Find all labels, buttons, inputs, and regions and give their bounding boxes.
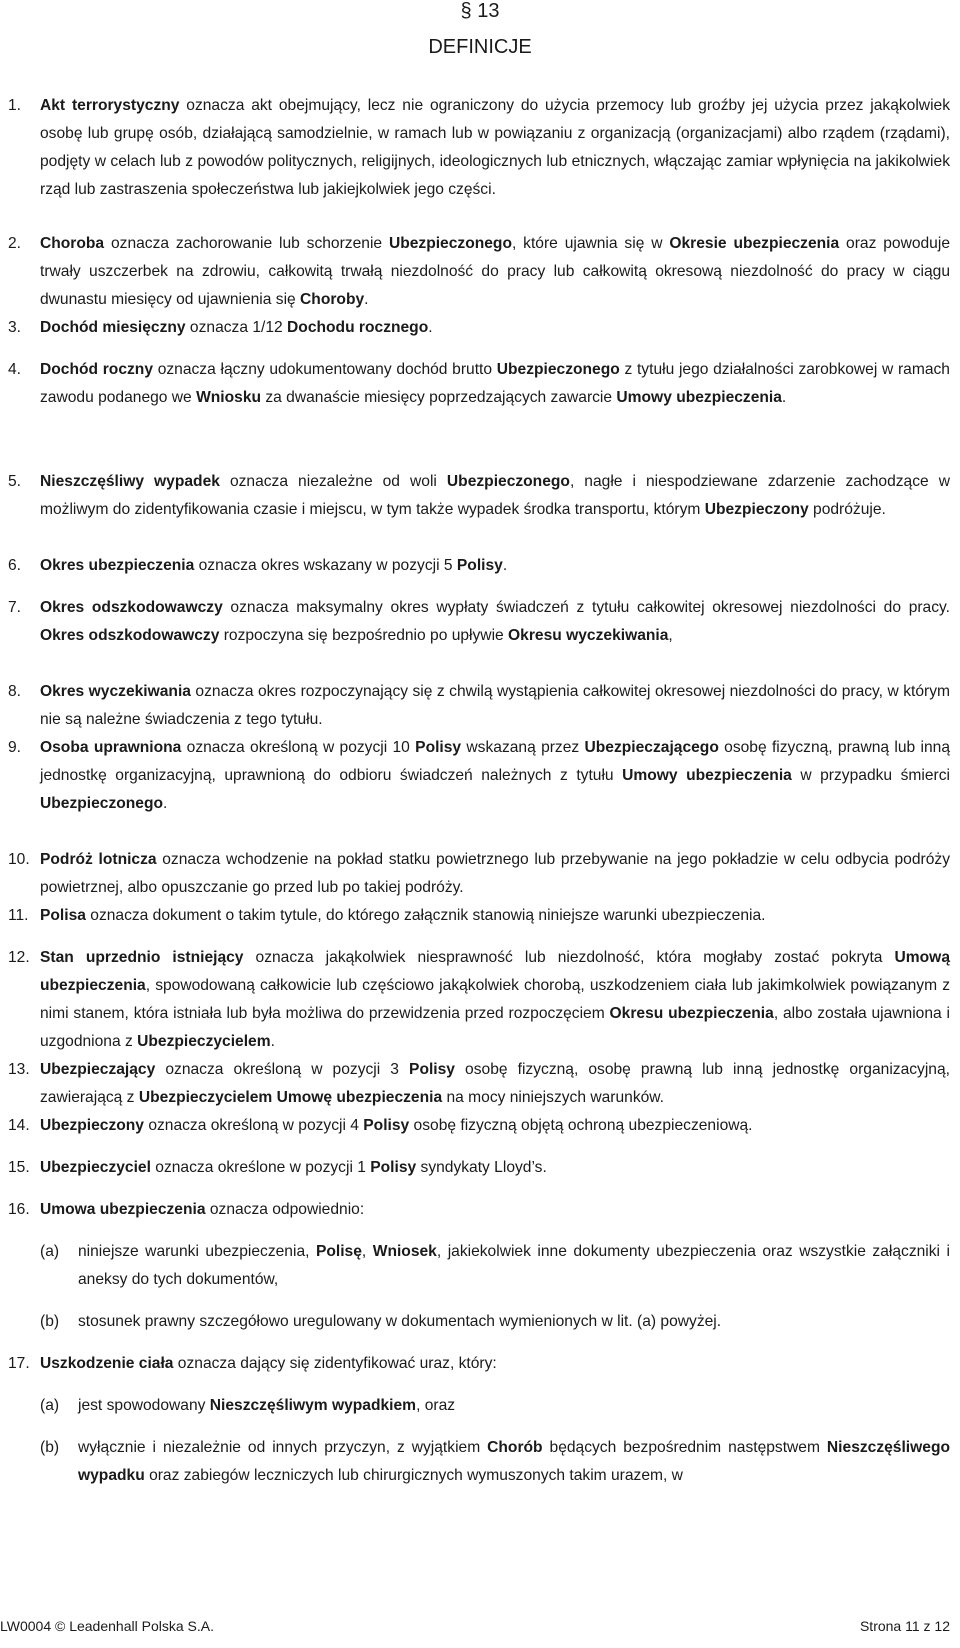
definition-item (8, 1154, 950, 1182)
defined-term: Nieszczęśliwego wypadku (78, 1439, 950, 1484)
text-run: oznacza okres wskazany w pozycji 5 (194, 557, 457, 574)
defined-term: Umowy ubezpieczenia (622, 767, 792, 784)
footer-page-number: Strona 11 z 12 (859, 1618, 950, 1634)
text-run: wskazaną przez (461, 739, 585, 756)
text-run: oznacza akt obejmujący, lecz nie ograniczony do użycia przemocy lub groźby jej użycia przez jakąkolwiek osobę lub grupę osób, działającą samodzielnie, w ramach lub w powiązaniu z organizacją (organizacjami) albo rządem (rządami), podjęty w celach lub z powodów politycznych, religijnych, ideologicznych lub etnicznych, włączając zamiar wpłynięcia na jakikolwiek rząd lub zastraszenia społeczeństwa lub jakiejkolwiek jego części. (40, 97, 951, 198)
text-run: oznacza zachorowanie lub schorzenie (104, 235, 389, 252)
text-run: oznacza dający się zidentyfikować uraz, który: (173, 1355, 497, 1372)
text-run: podróżuje. (808, 501, 886, 518)
text-run: za dwanaście miesięcy poprzedzających zawarcie (261, 389, 617, 406)
text-run: oznacza dokument o takim tytule, do którego załącznik stanowią niniejsze warunki ubezpieczenia. (85, 907, 766, 924)
text-run: , (361, 1243, 373, 1260)
definition-item (8, 678, 950, 734)
text-run: . (428, 319, 433, 336)
text-run: , albo została ujawniona i uzgodniona z (40, 1005, 950, 1050)
item-text (40, 552, 950, 580)
defined-term: Choroba (40, 235, 105, 252)
defined-term: Choroby (300, 291, 365, 308)
text-run: , nagłe i niespodziewane zdarzenie zachodzące w możliwym do zidentyfikowania czasie i miejscu, w tym także wypadek środka transportu, którym (40, 473, 950, 518)
defined-term: Umowy ubezpieczenia (616, 389, 782, 406)
definition-item (8, 846, 950, 902)
item-number: 5. (8, 473, 22, 490)
defined-term: Akt terrorystyczny (40, 97, 180, 114)
item-text (40, 314, 950, 342)
defined-term: Dochód miesięczny (40, 319, 186, 336)
text-run: rozpoczyna się bezpośrednio po upływie (219, 627, 509, 644)
item-text (78, 1308, 950, 1336)
sub-definition-item (40, 1392, 950, 1420)
text-run: oraz powoduje trwały uszczerbek na zdrowiu, całkowitą trwałą niezdolność do pracy lub całkowitą okresową niezdolność do pracy w ciągu dwunastu miesięcy od ujawnienia się (40, 235, 950, 308)
defined-term: Nieszczęśliwy wypadek (40, 473, 220, 490)
text-run: jest spowodowany (78, 1397, 210, 1414)
defined-term: Polisy (409, 1061, 455, 1078)
text-run: . (163, 795, 168, 812)
text-run: wyłącznie i niezależnie od innych przyczyn, z wyjątkiem (78, 1439, 488, 1456)
item-text (40, 1350, 950, 1378)
item-text (78, 1238, 950, 1294)
text-run: . (270, 1033, 275, 1050)
defined-term: Wniosku (196, 389, 262, 406)
item-number: 3. (8, 319, 22, 336)
definition-item (8, 230, 950, 314)
defined-term: Dochód roczny (40, 361, 153, 378)
defined-term: Polisę (315, 1243, 362, 1260)
text-run: . (502, 557, 508, 574)
text-run: oznacza określone w pozycji 1 (150, 1159, 371, 1176)
defined-term: Polisy (415, 739, 462, 756)
item-number: 16. (8, 1201, 30, 1218)
text-run: , jakiekolwiek inne dokumenty ubezpieczenia oraz wszystkie załączniki i aneksy do tych dokumentów, (78, 1243, 950, 1288)
text-run: oznacza okres rozpoczynający się z chwilą wystąpienia całkowitej okresowej niezdolności do pracy, w którym nie są należne świadczenia z tego tytułu. (40, 683, 950, 728)
text-run: będących bezpośrednim następstwem (542, 1439, 827, 1456)
text-run: w przypadku śmierci (791, 767, 950, 784)
defined-term: Ubezpieczonego (496, 361, 620, 378)
text-run: , (668, 627, 673, 644)
text-run: . (781, 389, 787, 406)
text-run: syndykaty Lloyd’s. (416, 1159, 547, 1176)
item-text (78, 1392, 950, 1420)
text-run: niniejsze warunki ubezpieczenia, (78, 1243, 316, 1260)
text-run: stosunek prawny szczegółowo uregulowany w dokumentach wymienionych w lit. (a) powyżej. (78, 1313, 722, 1330)
item-number: 9. (8, 739, 22, 756)
item-text (78, 1434, 950, 1490)
text-run: oznacza łączny udokumentowany dochód brutto (153, 361, 497, 378)
text-run: oznacza określoną w pozycji 4 (143, 1117, 364, 1134)
definition-item (8, 734, 950, 818)
defined-term: Ubezpieczyciel (40, 1159, 151, 1176)
item-text (40, 1154, 950, 1182)
item-number: 12. (8, 949, 30, 966)
item-number: 13. (8, 1061, 30, 1078)
defined-term: Okres odszkodowawczy (40, 599, 223, 616)
defined-term: Okresu ubezpieczenia (609, 1005, 774, 1022)
text-run: . (364, 291, 369, 308)
defined-term: Ubezpieczonego (446, 473, 570, 490)
sub-definition-item (40, 1434, 950, 1490)
defined-term: Nieszczęśliwym wypadkiem (209, 1397, 417, 1414)
text-run: oznacza określoną w pozycji 10 (181, 739, 416, 756)
definition-item (8, 552, 950, 580)
item-text (40, 944, 950, 1056)
item-number: 14. (8, 1117, 30, 1134)
item-number: 15. (8, 1159, 30, 1176)
definition-item (8, 944, 950, 1056)
defined-term: Okresu wyczekiwania (508, 627, 669, 644)
defined-term: Okres wyczekiwania (40, 683, 191, 700)
defined-term: Podróż lotnicza (40, 851, 157, 868)
defined-term: Okres ubezpieczenia (40, 557, 195, 574)
text-run: , spowodowaną całkowicie lub częściowo jakąkolwiek chorobą, uszkodzeniem ciała lub jakimkolwiek powiązanym z nimi stanem, która istniała lub była możliwa do przewidzenia przed rozpoczęciem (40, 977, 950, 1022)
defined-term: Dochodu rocznego (287, 319, 429, 336)
defined-term: Polisa (40, 907, 86, 924)
defined-term: Ubezpieczonego (388, 235, 512, 252)
defined-term: Chorób (487, 1439, 543, 1456)
sub-definition-item (40, 1238, 950, 1294)
section-number: § 13 (460, 0, 500, 22)
text-run: na mocy niniejszych warunków. (442, 1089, 665, 1106)
definition-item (8, 468, 950, 524)
item-number: (a) (40, 1397, 60, 1414)
text-run: z tytułu jego działalności zarobkowej w ramach zawodu podanego we (40, 361, 950, 406)
item-text (40, 92, 950, 204)
item-number: 17. (8, 1355, 30, 1372)
defined-term: Okres odszkodowawczy (40, 627, 220, 644)
item-number: 2. (8, 235, 22, 252)
defined-term: Polisy (456, 557, 503, 574)
definition-item (8, 1112, 950, 1140)
item-text (40, 734, 950, 818)
text-run: osobę fizyczną, osobę prawną lub inną jednostkę organizacyjną, zawierającą z (40, 1061, 950, 1106)
text-run: oznacza odpowiednio: (205, 1201, 365, 1218)
item-number: (b) (40, 1439, 60, 1456)
defined-term: Polisy (363, 1117, 410, 1134)
defined-term: Umowa ubezpieczenia (40, 1201, 206, 1218)
text-run: oraz zabiegów leczniczych lub chirurgicznych wymuszonych takim urazem, w (144, 1467, 683, 1484)
item-number: 1. (8, 97, 22, 114)
item-number: 7. (8, 599, 22, 616)
text-run: , oraz (416, 1397, 456, 1414)
definition-item (8, 314, 950, 342)
item-text (40, 230, 950, 314)
text-run: oznacza określoną w pozycji 3 (155, 1061, 410, 1078)
defined-term: Ubezpieczonego (40, 795, 164, 812)
item-number: 8. (8, 683, 22, 700)
item-text (40, 356, 950, 412)
text-run: oznacza niezależne od woli (219, 473, 447, 490)
defined-term: Umową ubezpieczenia (40, 949, 950, 994)
definition-item (8, 92, 950, 204)
text-run: oznacza maksymalny okres wypłaty świadczeń z tytułu całkowitej okresowej niezdolności do pracy. (222, 599, 950, 616)
defined-term: Ubezpieczający (40, 1061, 156, 1078)
item-number: 10. (8, 851, 30, 868)
item-text (40, 594, 950, 650)
item-number: (a) (40, 1243, 60, 1260)
defined-term: Stan uprzednio istniejący (40, 949, 244, 966)
defined-term: Ubezpieczycielem (137, 1033, 271, 1050)
defined-term: Osoba uprawniona (40, 739, 182, 756)
item-text (40, 1196, 950, 1224)
defined-term: Wniosek (372, 1243, 437, 1260)
defined-term: Ubezpieczony (704, 501, 809, 518)
footer-copyright: LW0004 © Leadenhall Polska S.A. (0, 1618, 214, 1634)
text-run: , które ujawnia się w (511, 235, 670, 252)
definition-item (8, 1196, 950, 1224)
item-text (40, 846, 950, 902)
text-run: osobę fizyczną objętą ochroną ubezpieczeniową. (409, 1117, 753, 1134)
item-text (40, 902, 950, 930)
text-run: osobę fizyczną, prawną lub inną jednostkę organizacyjną, uprawnioną do odbioru świadczeń należnych z tytułu (40, 739, 950, 784)
defined-term: Ubezpieczającego (584, 739, 719, 756)
definition-item (8, 356, 950, 412)
item-number: 4. (8, 361, 22, 378)
item-text (40, 468, 950, 524)
section-title: DEFINICJE (428, 36, 532, 58)
defined-term: Okresie ubezpieczenia (669, 235, 840, 252)
item-number: 6. (8, 557, 22, 574)
item-number: 11. (8, 907, 29, 924)
item-text (40, 1056, 950, 1112)
text-run: oznacza 1/12 (185, 319, 288, 336)
definition-item (8, 594, 950, 650)
definition-item (8, 1350, 950, 1378)
definition-item (8, 1056, 950, 1112)
defined-term: Ubezpieczony (40, 1117, 144, 1134)
definition-item (8, 902, 950, 930)
defined-term: Uszkodzenie ciała (40, 1355, 174, 1372)
defined-term: Polisy (370, 1159, 417, 1176)
item-text (40, 678, 950, 734)
defined-term: Ubezpieczycielem Umowę ubezpieczenia (138, 1089, 443, 1106)
item-text (40, 1112, 950, 1140)
text-run: oznacza jakąkolwiek niesprawność lub niezdolność, która mogłaby zostać pokryta (243, 949, 895, 966)
sub-definition-item (40, 1308, 950, 1336)
item-number: (b) (40, 1313, 60, 1330)
text-run: oznacza wchodzenie na pokład statku powietrznego lub przebywanie na jego pokładzie w celu odbycia podróży powietrznej, albo opuszczanie go przed lub po takiej podróży. (40, 851, 950, 896)
